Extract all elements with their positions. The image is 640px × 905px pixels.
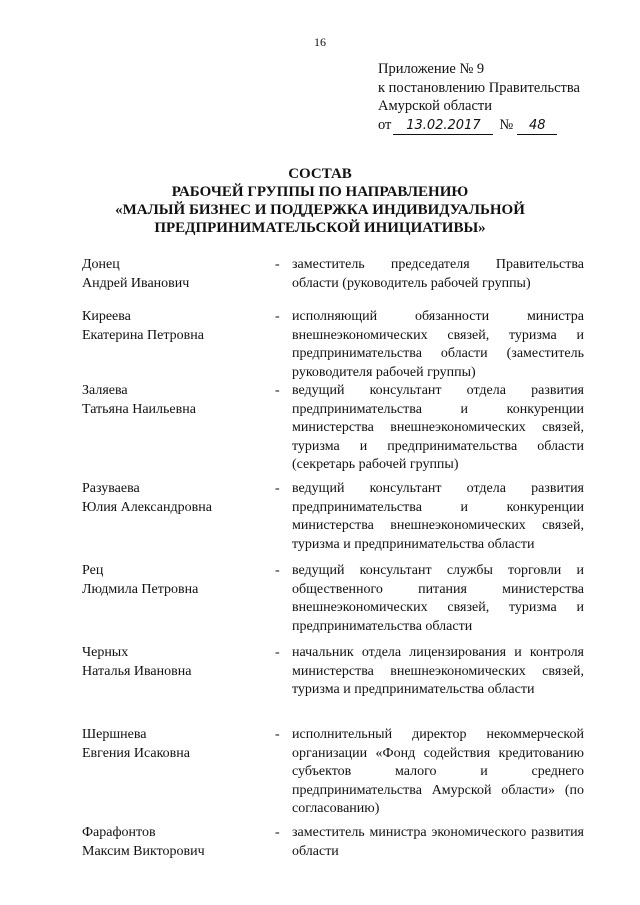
member-dash: - <box>275 563 280 578</box>
annex-line-2: к постановлению Правительства <box>378 79 580 96</box>
member-dash: - <box>275 825 280 840</box>
member-surname: Киреева <box>82 309 131 324</box>
annex-date-number-line <box>378 116 580 135</box>
member-role: исполняющий обязанности министра внешнеэкономических связей, туризма и предпринимательства области (заместитель руководителя рабочей группы) <box>292 309 584 380</box>
member-surname: Рец <box>82 563 104 578</box>
from-prefix: от <box>378 116 392 133</box>
member-surname: Черных <box>82 645 129 660</box>
member-name <box>82 382 272 419</box>
member-dash: - <box>275 727 280 742</box>
member-surname: Заляева <box>82 383 128 398</box>
member-role: исполнительный директор некоммерческой организации «Фонд содействия кредитованию субъектов малого и среднего предпринимательства Амурской области» (по согласованию) <box>292 727 584 816</box>
member-surname: Донец <box>82 257 120 272</box>
member-given-names: Андрей Иванович <box>82 275 190 291</box>
member-dash: - <box>275 309 280 324</box>
member-name <box>82 726 272 763</box>
member-given-names: Людмила Петровна <box>82 581 199 597</box>
page-number: 16 <box>314 35 326 49</box>
member-given-names: Татьяна Наильевна <box>82 401 196 417</box>
member-surname: Шершнева <box>82 727 147 742</box>
member-dash: - <box>275 383 280 398</box>
member-given-names: Наталья Ивановна <box>82 663 192 679</box>
annex-line-3: Амурской области <box>378 98 492 114</box>
member-given-names: Екатерина Петровна <box>82 327 204 343</box>
member-role: начальник отдела лицензирования и контроля министерства внешнеэкономических связей, туризма и предпринимательства области <box>292 645 584 697</box>
number-prefix: № <box>499 116 514 133</box>
member-name <box>82 308 272 345</box>
member-surname: Фарафонтов <box>82 825 156 840</box>
title-line-1: СОСТАВ <box>288 166 352 182</box>
member-name <box>82 562 272 599</box>
handwritten-number: 48 <box>517 118 557 135</box>
member-dash: - <box>275 257 280 272</box>
annex-line-1: Приложение № 9 <box>378 61 485 77</box>
member-dash: - <box>275 645 280 660</box>
member-name <box>82 644 272 681</box>
document-title <box>0 165 640 237</box>
annex-block <box>378 60 580 135</box>
member-name <box>82 480 272 517</box>
handwritten-date: 13.02.2017 <box>393 118 493 135</box>
member-name <box>82 256 272 293</box>
member-surname: Разуваева <box>82 481 140 496</box>
member-role: ведущий консультант отдела развития предпринимательства и конкуренции министерства внешнеэкономических связей, туризма и предпринимательства области (секретарь рабочей группы) <box>292 383 584 472</box>
member-role: заместитель министра экономического развития области <box>292 825 584 859</box>
member-role: ведущий консультант службы торговли и общественного питания министерства внешнеэкономических связей, туризма и предпринимательства области <box>292 563 584 634</box>
member-role: ведущий консультант отдела развития предпринимательства и конкуренции министерства внешнеэкономических связей, туризма и предпринимательства области <box>292 481 584 552</box>
member-given-names: Юлия Александровна <box>82 499 212 515</box>
title-line-2: РАБОЧЕЙ ГРУППЫ ПО НАПРАВЛЕНИЮ <box>171 184 469 200</box>
member-role: заместитель председателя Правительства области (руководитель рабочей группы) <box>292 257 584 291</box>
member-name <box>82 824 272 861</box>
title-line-4: ПРЕДПРИНИМАТЕЛЬСКОЙ ИНИЦИАТИВЫ» <box>154 220 486 236</box>
title-line-3: «МАЛЫЙ БИЗНЕС И ПОДДЕРЖКА ИНДИВИДУАЛЬНОЙ <box>115 202 525 218</box>
member-given-names: Евгения Исаковна <box>82 745 190 761</box>
member-given-names: Максим Викторович <box>82 843 205 859</box>
member-dash: - <box>275 481 280 496</box>
